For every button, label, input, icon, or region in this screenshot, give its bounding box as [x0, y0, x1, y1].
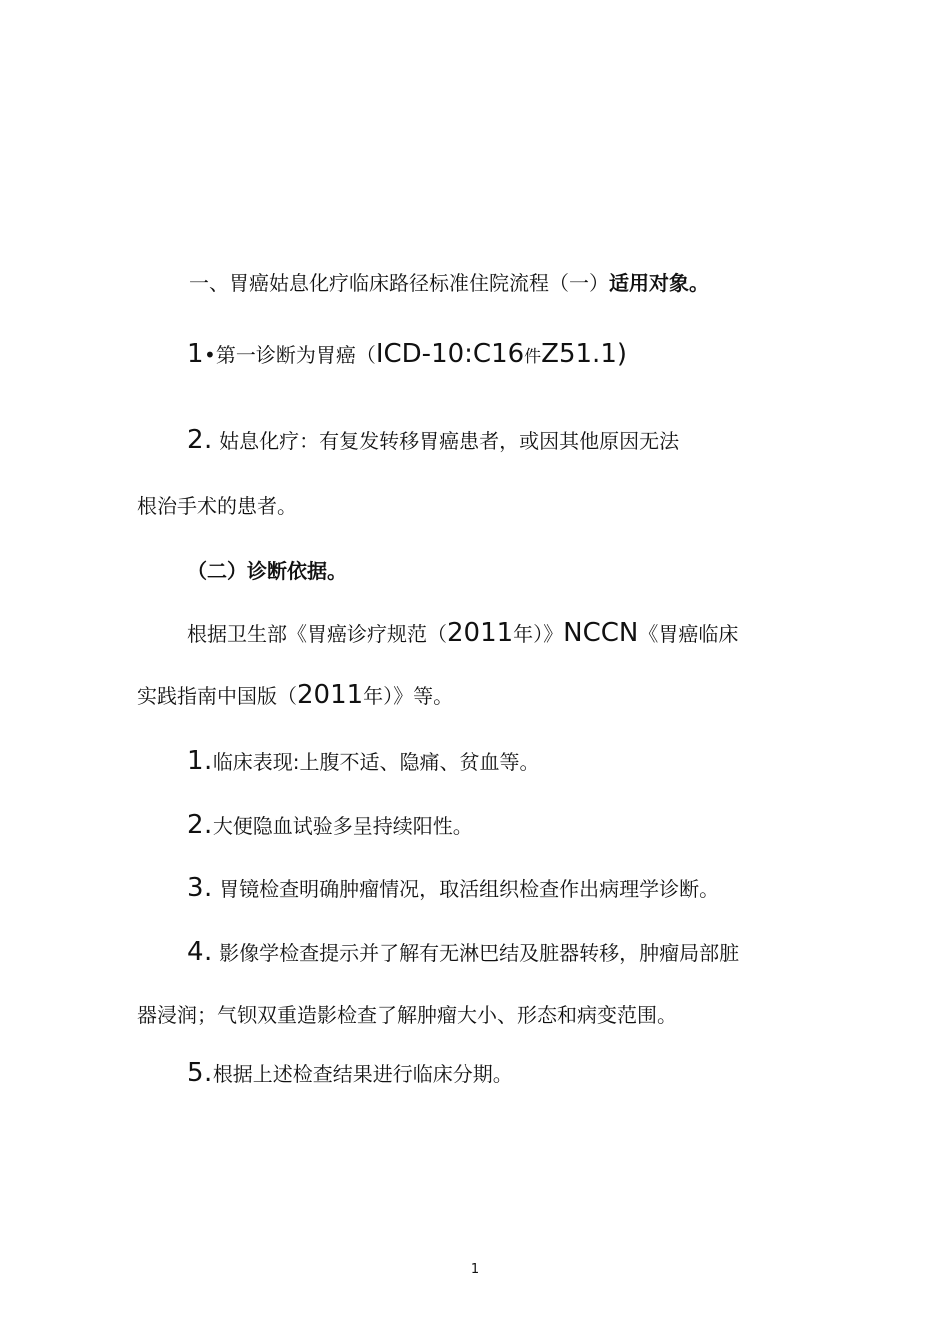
- paragraph-line: 器浸润；气钡双重造影检查了解肿瘤大小、形态和病变范围。: [137, 1003, 677, 1027]
- line-text: 年）》: [513, 622, 564, 646]
- heading-text-bold: 适用对象。: [609, 271, 709, 295]
- list-number: 1: [187, 339, 205, 369]
- section-heading-2: （二）诊断依据。: [187, 559, 347, 583]
- code-text: ICD-10:C16: [375, 339, 525, 369]
- list-item: [187, 873, 719, 904]
- line-text: •第一诊断为胃癌（: [204, 343, 376, 367]
- line-text: 姑息化疗：有复发转移胃癌患者，或因其他原因无法: [212, 429, 680, 453]
- line-text: 临床表现:上腹不适、隐痛、贫血等。: [212, 750, 540, 774]
- paragraph-line: [187, 425, 679, 456]
- line-text: 件: [524, 347, 542, 367]
- list-item: [187, 1058, 513, 1089]
- line-text: 影像学检查提示并了解有无淋巴结及脏器转移，肿瘤局部脏: [212, 941, 740, 965]
- list-item: [187, 810, 473, 841]
- list-number: 2.: [187, 810, 213, 840]
- list-number: 4.: [187, 937, 213, 967]
- heading-text: 一、胃癌姑息化疗临床路径标准住院流程（一）: [189, 271, 609, 295]
- code-text: Z51.1): [541, 339, 628, 369]
- list-number: 2.: [187, 425, 213, 455]
- line-text: 胃镜检查明确肿瘤情况，取活组织检查作出病理学诊断。: [212, 877, 720, 901]
- section-heading-1: [189, 268, 709, 298]
- line-text: 年）》等。: [363, 684, 454, 708]
- paragraph-line: 根治手术的患者。: [137, 494, 297, 518]
- paragraph-line: [137, 680, 453, 711]
- page-number: 1: [470, 1262, 480, 1277]
- line-text: 《胃癌临床: [638, 622, 739, 646]
- line-text: 大便隐血试验多呈持续阳性。: [212, 814, 473, 838]
- year-text: 2011: [447, 618, 514, 648]
- paragraph-line: [187, 618, 738, 649]
- list-number: 3.: [187, 873, 213, 903]
- org-text: NCCN: [563, 618, 639, 648]
- list-item: [187, 746, 540, 777]
- list-number: 1.: [187, 746, 213, 776]
- year-text: 2011: [297, 680, 364, 710]
- line-text: 根据卫生部《胃癌诊疗规范（: [187, 622, 447, 646]
- line-text: 根据上述检查结果进行临床分期。: [212, 1062, 513, 1086]
- list-number: 5.: [187, 1058, 213, 1088]
- line-text: 实践指南中国版（: [137, 684, 297, 708]
- list-item: [187, 937, 739, 968]
- paragraph-line: [187, 339, 627, 372]
